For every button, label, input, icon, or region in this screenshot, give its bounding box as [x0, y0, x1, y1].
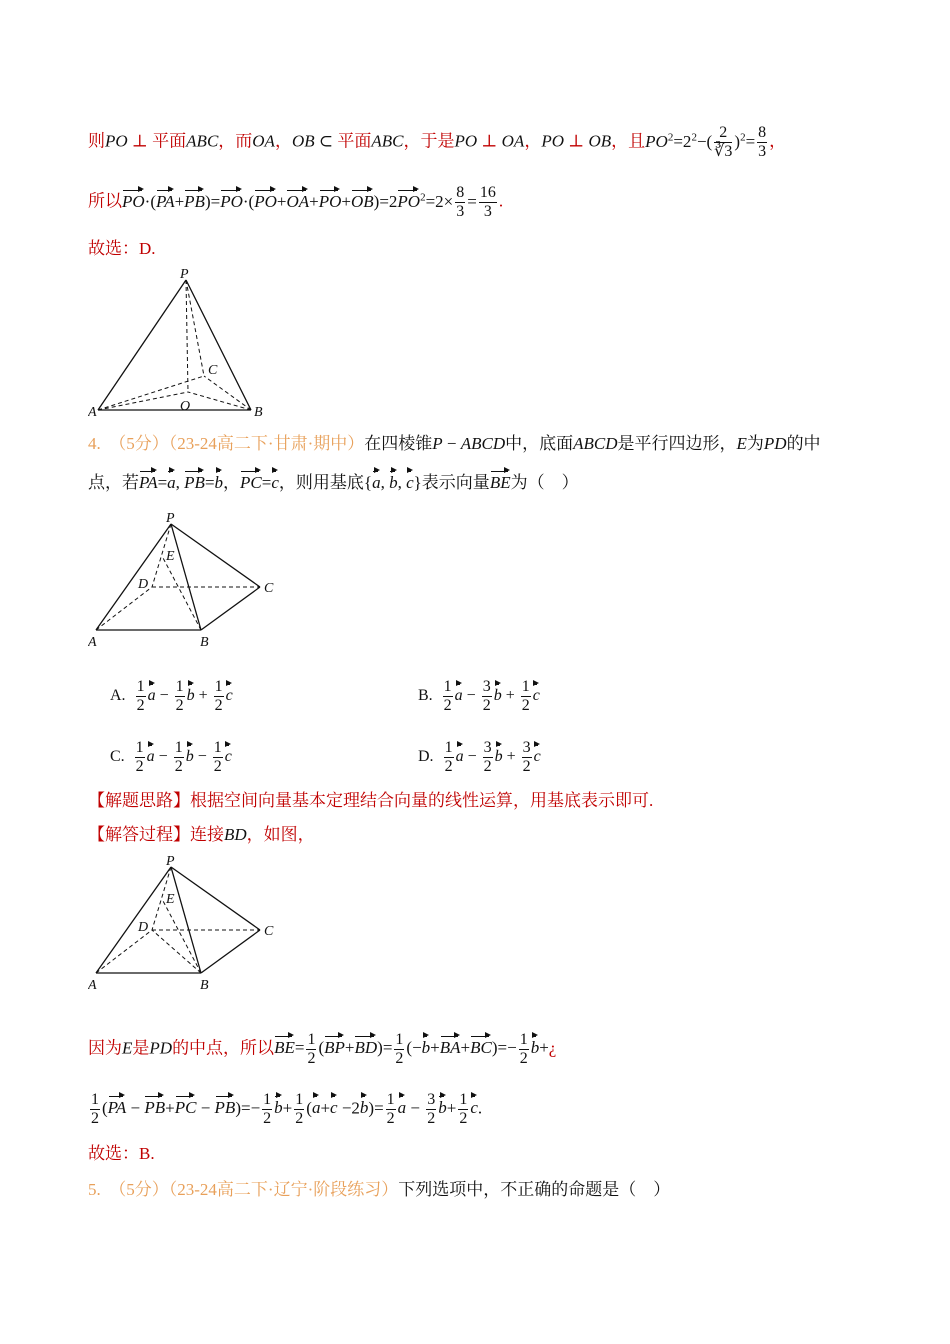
q4-derivation2: $\frac{1}{2}$ (PA − PB+PC − PB)=− $\frac{1}{2}$ b+ $\frac{1}{2}$ (a+c −2b)= $\frac{1}{2}$ a − $\frac{3}{2}$ b+ $\frac{1}{2}$ c. — [91, 1091, 483, 1127]
label-B: B — [200, 635, 209, 650]
label-A: A — [88, 978, 97, 993]
option-a[interactable]: A. $\frac{1}{2}$ a − $\frac{1}{2}$ b + $\frac{1}{2}$ c — [110, 678, 233, 714]
label-C: C — [264, 581, 274, 596]
label-P: P — [180, 268, 189, 282]
label-D: D — [138, 577, 149, 592]
label-E: E — [166, 549, 175, 564]
label-E: E — [166, 892, 175, 907]
q4-idea: 【解题思路】根据空间向量基本定理结合向量的线性运算，用基底表示即可. — [88, 791, 654, 810]
sol3-line1: 则PO ⊥ 平面ABC，而OA，OB ⊂ 平面ABC，于是PO ⊥ OA，PO ⊥ OB，且$PO^2=2^2-$( $\frac{2}{∛3}$ )$^2$= $\frac{8}{3}$ ， — [88, 124, 787, 161]
sol3-answer: 故选：D. — [88, 239, 156, 258]
label-C: C — [208, 363, 218, 378]
q4-process: 【解答过程】连接BD，如图， — [88, 825, 315, 844]
pyramid-figure — [88, 512, 288, 652]
sol3-line2: 所以$PO\cdot(PA+PB)=PO\cdot(PO+OA+PO+OB)=2PO^2=2\times$ $\frac{8}{3}$ = $\frac{16}{3}$ . — [88, 184, 504, 221]
label-O: O — [180, 399, 191, 414]
tetrahedron-figure — [88, 268, 278, 418]
pyramid-figure-with-bd — [88, 855, 288, 995]
label-B: B — [254, 405, 263, 418]
option-c[interactable]: C. $\frac{1}{2}$ a − $\frac{1}{2}$ b − $\frac{1}{2}$ c — [110, 739, 232, 775]
q4-answer: 故选：B. — [88, 1144, 155, 1163]
label-A: A — [88, 405, 97, 418]
label-P: P — [166, 512, 175, 526]
label-P: P — [166, 855, 175, 869]
q4-stem-line1: 4. （5分）（23-24高二下·甘肃·期中）在四棱锥P − ABCD中，底面ABCD是平行四边形，E为PD的中 — [88, 434, 821, 453]
q5-stem: 5. （5分）（23-24高二下·辽宁·阶段练习）下列选项中，不正确的命题是（ ） — [88, 1180, 671, 1199]
option-b[interactable]: B. $\frac{1}{2}$ a − $\frac{3}{2}$ b + $\frac{1}{2}$ c — [418, 678, 540, 714]
label-B: B — [200, 978, 209, 993]
q4-derivation1: 因为E是PD的中点，所以BE= $\frac{1}{2}$ (BP+BD)= $\frac{1}{2}$ (−b+BA+BC)=− $\frac{1}{2}$ b+¿ — [88, 1031, 557, 1067]
option-d[interactable]: D. $\frac{1}{2}$ a − $\frac{3}{2}$ b + $\frac{3}{2}$ c — [418, 739, 541, 775]
q4-stem-line2: 点，若PA=a, PB=b，PC=c，则用基底{a, b, c}表示向量BE为（ ） — [88, 470, 579, 496]
label-D: D — [138, 920, 149, 935]
label-C: C — [264, 924, 274, 939]
label-A: A — [88, 635, 97, 650]
